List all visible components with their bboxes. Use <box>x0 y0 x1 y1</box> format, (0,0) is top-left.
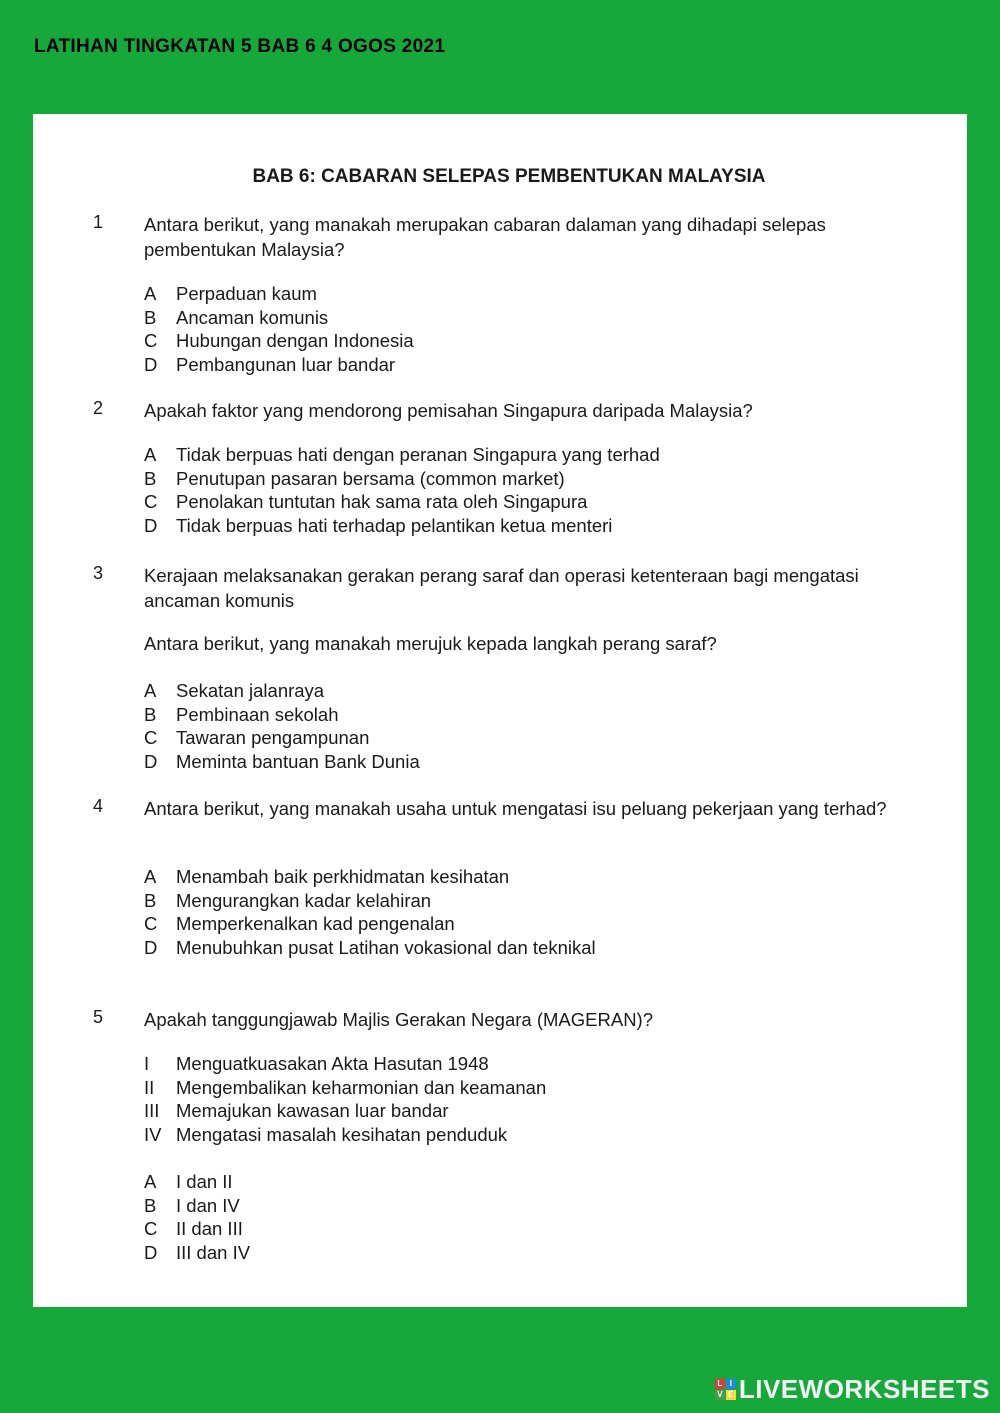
option-c[interactable] <box>144 912 927 936</box>
option-text: II dan III <box>176 1218 243 1239</box>
option-text: Tidak berpuas hati dengan peranan Singapura yang terhad <box>176 444 660 465</box>
option-letter: B <box>144 1194 157 1216</box>
question-number: 2 <box>93 398 104 418</box>
option-a[interactable] <box>144 443 927 467</box>
option-a[interactable] <box>144 282 927 306</box>
option-letter: B <box>144 889 157 911</box>
logo-tile: V <box>715 1390 725 1400</box>
question-text: Antara berikut, yang manakah merupakan cabaran dalaman yang dihadapi selepas pembentukan Malaysia? <box>144 214 826 260</box>
option-letter: A <box>144 444 157 465</box>
option-letter: A <box>144 680 157 701</box>
option-c[interactable] <box>144 1217 927 1241</box>
option-text: III dan IV <box>176 1241 251 1263</box>
question-subtext: Antara berikut, yang manakah merujuk kepada langkah perang saraf? <box>144 633 717 654</box>
option-text: Memperkenalkan kad pengenalan <box>176 913 455 934</box>
statement-ii <box>144 1076 927 1100</box>
option-text: Pembinaan sekolah <box>176 703 339 725</box>
question-number: 4 <box>93 796 104 816</box>
statement-numeral: III <box>144 1100 160 1121</box>
statement-text: Mengatasi masalah kesihatan penduduk <box>176 1123 508 1145</box>
option-d[interactable] <box>144 750 927 774</box>
option-letter: D <box>144 936 158 958</box>
question-number: 3 <box>93 563 104 583</box>
option-text: Menubuhkan pusat Latihan vokasional dan teknikal <box>176 936 596 958</box>
question-text: Kerajaan melaksanakan gerakan perang saraf dan operasi ketenteraan bagi mengatasi ancaman komunis <box>144 565 859 611</box>
option-text: I dan II <box>176 1171 233 1192</box>
option-c[interactable] <box>144 329 927 353</box>
option-text: Penutupan pasaran bersama (common market) <box>176 467 565 489</box>
options-list <box>144 282 927 376</box>
option-a[interactable] <box>144 1170 927 1194</box>
option-letter: C <box>144 1218 158 1239</box>
watermark-text: LIVEWORKSHEETS <box>738 1374 990 1404</box>
option-b[interactable] <box>144 703 927 727</box>
statement-iv <box>144 1123 927 1147</box>
option-c[interactable] <box>144 490 927 514</box>
option-letter: A <box>144 1171 157 1192</box>
option-d[interactable] <box>144 1241 927 1265</box>
logo-tile: E <box>726 1390 736 1400</box>
statement-text: Memajukan kawasan luar bandar <box>176 1100 449 1121</box>
statement-numeral: IV <box>144 1123 162 1145</box>
option-b[interactable] <box>144 889 927 913</box>
option-letter: C <box>144 330 158 351</box>
option-letter: D <box>144 353 158 375</box>
option-a[interactable] <box>144 679 927 703</box>
option-text: Menambah baik perkhidmatan kesihatan <box>176 866 510 887</box>
option-text: Penolakan tuntutan hak sama rata oleh Singapura <box>176 491 588 512</box>
option-letter: C <box>144 491 158 512</box>
options-list <box>144 1170 927 1264</box>
option-text: Pembangunan luar bandar <box>176 353 396 375</box>
option-a[interactable] <box>144 865 927 889</box>
option-text: Hubungan dengan Indonesia <box>176 330 414 351</box>
option-letter: D <box>144 750 158 772</box>
statement-numeral: I <box>144 1053 150 1074</box>
option-text: Mengurangkan kadar kelahiran <box>176 889 432 911</box>
option-letter: B <box>144 703 157 725</box>
logo-tile: L <box>715 1379 725 1389</box>
option-letter: A <box>144 866 157 887</box>
statement-iii <box>144 1099 927 1123</box>
option-d[interactable] <box>144 514 927 538</box>
options-list <box>144 679 927 773</box>
option-letter: B <box>144 467 157 489</box>
option-letter: A <box>144 283 157 304</box>
logo-tile: I <box>726 1379 736 1389</box>
question-text: Apakah faktor yang mendorong pemisahan Singapura daripada Malaysia? <box>144 400 753 421</box>
options-list <box>144 865 927 959</box>
liveworksheets-logo-icon <box>715 1379 736 1400</box>
option-b[interactable] <box>144 1194 927 1218</box>
option-b[interactable] <box>144 306 927 330</box>
page-title: LATIHAN TINGKATAN 5 BAB 6 4 OGOS 2021 <box>34 36 446 57</box>
option-b[interactable] <box>144 467 927 491</box>
chapter-heading: BAB 6: CABARAN SELEPAS PEMBENTUKAN MALAYSIA <box>252 166 766 187</box>
option-d[interactable] <box>144 353 927 377</box>
liveworksheets-watermark <box>715 1374 990 1405</box>
option-text: Perpaduan kaum <box>176 283 317 304</box>
question-text: Apakah tanggungjawab Majlis Gerakan Negara (MAGERAN)? <box>144 1009 654 1030</box>
statement-text: Mengembalikan keharmonian dan keamanan <box>176 1076 547 1098</box>
statement-text: Menguatkuasakan Akta Hasutan 1948 <box>176 1053 489 1074</box>
worksheet-page <box>33 114 967 1307</box>
option-text: Tawaran pengampunan <box>176 727 370 748</box>
question-number: 5 <box>93 1007 104 1027</box>
statement-i <box>144 1052 927 1076</box>
option-letter: B <box>144 306 157 328</box>
option-text: Tidak berpuas hati terhadap pelantikan ketua menteri <box>176 514 613 536</box>
option-text: Meminta bantuan Bank Dunia <box>176 750 420 772</box>
option-text: Ancaman komunis <box>176 306 329 328</box>
statements-list <box>144 1052 927 1146</box>
option-letter: C <box>144 727 158 748</box>
option-letter: C <box>144 913 158 934</box>
options-list <box>144 443 927 537</box>
question-text: Antara berikut, yang manakah usaha untuk mengatasi isu peluang pekerjaan yang terhad? <box>144 798 887 819</box>
option-text: I dan IV <box>176 1194 240 1216</box>
question-number: 1 <box>93 212 104 232</box>
statement-numeral: II <box>144 1076 155 1098</box>
option-text: Sekatan jalanraya <box>176 680 325 701</box>
option-letter: D <box>144 1241 158 1263</box>
option-c[interactable] <box>144 726 927 750</box>
option-d[interactable] <box>144 936 927 960</box>
option-letter: D <box>144 514 158 536</box>
